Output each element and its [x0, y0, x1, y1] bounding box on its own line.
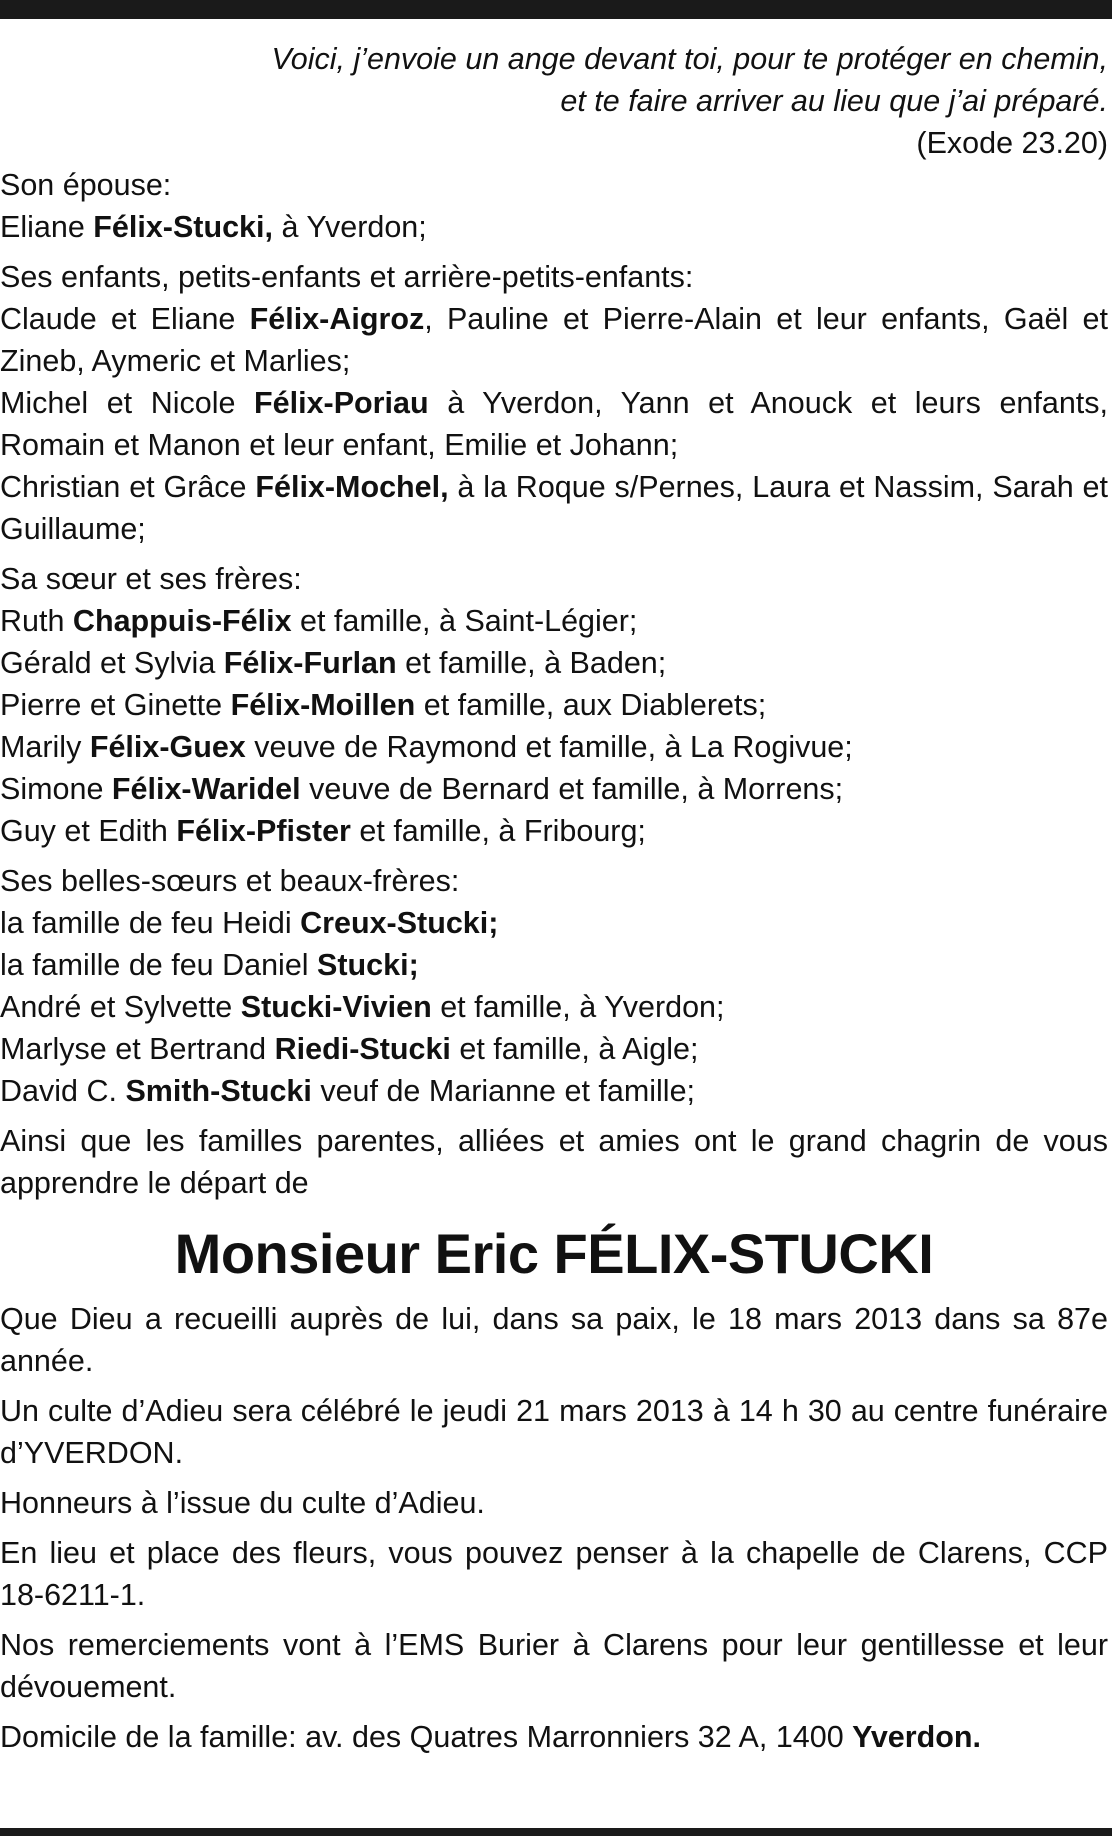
in-law-entry: David C. Smith-Stucki veuf de Marianne et famille; [0, 1074, 696, 1108]
spouse-entry [0, 206, 1108, 248]
sibling-entry: Guy et Edith Félix-Pfister et famille, à Fribourg; [0, 814, 646, 848]
in-law-entry: la famille de feu Heidi Creux-Stucki; [0, 906, 499, 940]
domicile-city: Yverdon. [852, 1720, 981, 1754]
deceased-name: Monsieur Eric FÉLIX-STUCKI [174, 1222, 934, 1285]
children-heading: Ses enfants, petits-enfants et arrière-petits-enfants: [0, 260, 694, 294]
in-law-entry: la famille de feu Daniel Stucki; [0, 948, 419, 982]
children-entry: Michel et Nicole Félix-Poriau à Yverdon, Yann et Anouck et leurs enfants, Romain et Manon et leur enfant, Emilie et Johann; [0, 386, 1108, 462]
bottom-rule [0, 1828, 1112, 1836]
thanks-text: Nos remerciements vont à l’EMS Burier à Clarens pour leur gentillesse et leur dévouement. [0, 1628, 1108, 1704]
sibling-entry: Marily Félix-Guex veuve de Raymond et famille, à La Rogivue; [0, 730, 853, 764]
family-domicile [0, 1716, 1108, 1758]
in-laws-heading: Ses belles-sœurs et beaux-frères: [0, 864, 460, 898]
death-details: Que Dieu a recueilli auprès de lui, dans sa paix, le 18 mars 2013 dans sa 87e année. [0, 1302, 1108, 1378]
spouse-heading: Son épouse: [0, 168, 172, 202]
sibling-entry: Simone Félix-Waridel veuve de Bernard et famille, à Morrens; [0, 772, 844, 806]
announcement-text: Ainsi que les familles parentes, alliées et amies ont le grand chagrin de vous apprendre le départ de [0, 1124, 1108, 1200]
spouse-place: à Yverdon; [281, 210, 427, 244]
children-section [0, 256, 1108, 550]
top-rule [0, 0, 1112, 19]
siblings-section [0, 558, 1108, 852]
in-law-entry: André et Sylvette Stucki-Vivien et famille, à Yverdon; [0, 990, 725, 1024]
sibling-entry: Ruth Chappuis-Félix et famille, à Saint-Légier; [0, 604, 638, 638]
obituary-notice [0, 38, 1108, 1758]
epigraph-line-2: et te faire arriver au lieu que j’ai préparé. [560, 84, 1108, 118]
domicile-address: Domicile de la famille: av. des Quatres Marronniers 32 A, 1400 [0, 1720, 844, 1754]
in-laws-section [0, 860, 1108, 1112]
spouse-first-name: Eliane [0, 210, 85, 244]
spouse-surname: Félix-Stucki, [93, 210, 273, 244]
epigraph-reference: (Exode 23.20) [916, 126, 1108, 160]
sibling-entry: Gérald et Sylvia Félix-Furlan et famille, à Baden; [0, 646, 667, 680]
children-entry: Christian et Grâce Félix-Mochel, à la Roque s/Pernes, Laura et Nassim, Sarah et Guillaume; [0, 470, 1108, 546]
sibling-entry: Pierre et Ginette Félix-Moillen et famille, aux Diablerets; [0, 688, 767, 722]
in-law-entry: Marlyse et Bertrand Riedi-Stucki et famille, à Aigle; [0, 1032, 699, 1066]
children-entry: Claude et Eliane Félix-Aigroz, Pauline et Pierre-Alain et leur enfants, Gaël et Zineb, Aymeric et Marlies; [0, 302, 1108, 378]
siblings-heading: Sa sœur et ses frères: [0, 562, 302, 596]
epigraph-line-1: Voici, j’envoie un ange devant toi, pour te protéger en chemin, [271, 42, 1108, 76]
epigraph [0, 38, 1108, 164]
service-details: Un culte d’Adieu sera célébré le jeudi 21 mars 2013 à 14 h 30 au centre funéraire d’YVERDON. [0, 1394, 1108, 1470]
spouse-section [0, 164, 1108, 248]
honours-text: Honneurs à l’issue du culte d’Adieu. [0, 1486, 485, 1520]
flowers-text: En lieu et place des fleurs, vous pouvez penser à la chapelle de Clarens, CCP 18-6211-1. [0, 1536, 1108, 1612]
